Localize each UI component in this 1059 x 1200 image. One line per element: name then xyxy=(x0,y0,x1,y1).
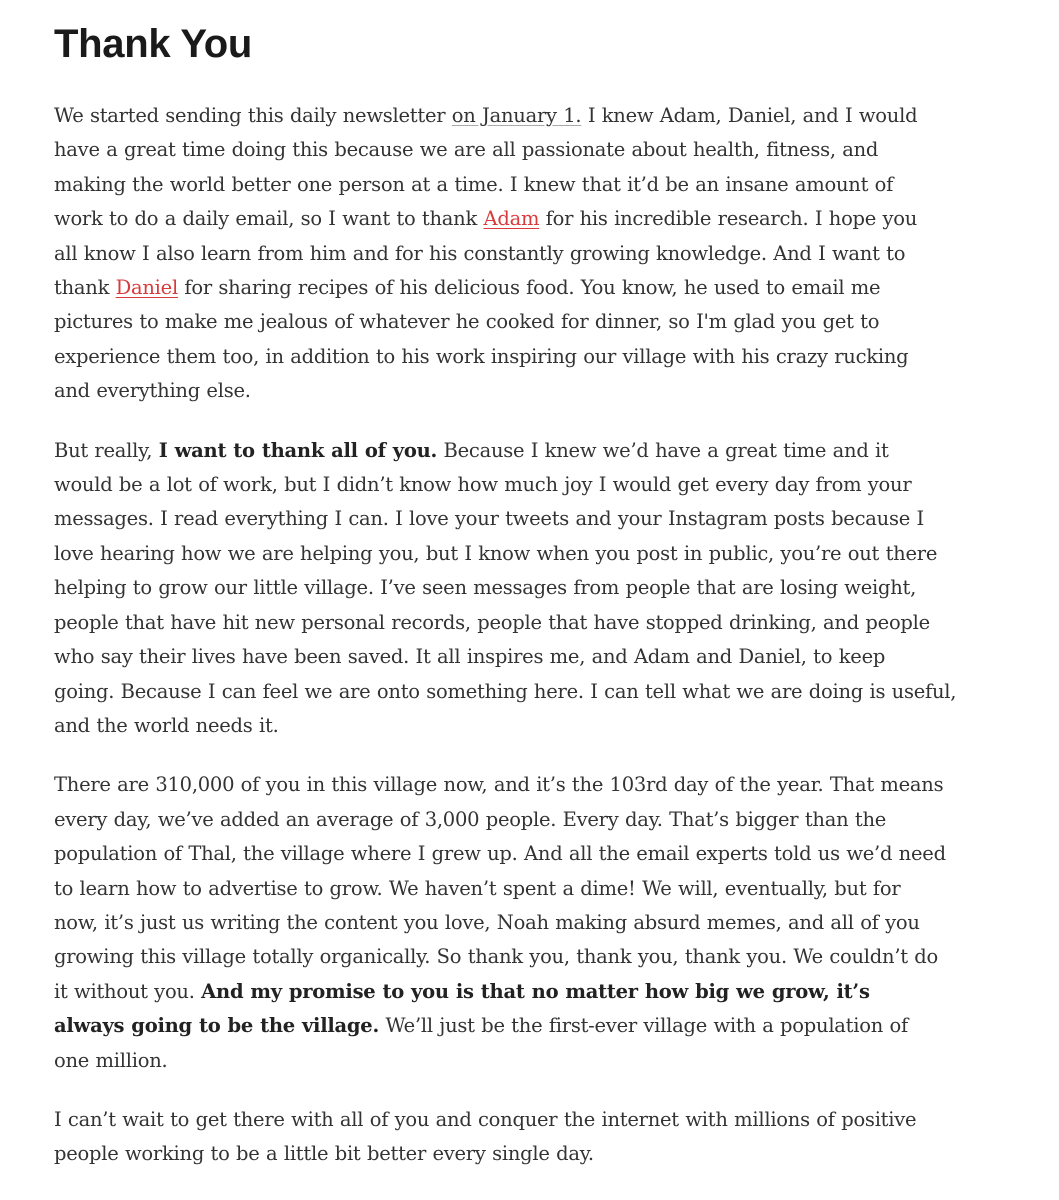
text-line: and everything else. xyxy=(54,379,251,403)
text-span: for his incredible research. I hope you xyxy=(539,207,918,231)
text-line: one million. xyxy=(54,1048,168,1072)
text-line: There are 310,000 of you in this village now, and it’s the 103rd day of the year. That means xyxy=(54,773,944,797)
text-line: have a great time doing this because we are all passionate about health, fitness, and xyxy=(54,138,879,162)
paragraph-closing xyxy=(54,1103,1014,1172)
text-span: We started sending this daily newsletter xyxy=(54,104,452,127)
adam-link[interactable]: Adam xyxy=(483,207,540,231)
text-line: making the world better one person at a time. I knew that it’d be an insane amount of xyxy=(54,172,894,196)
text-line: population of Thal, the village where I grew up. And all the email experts told us we’d need xyxy=(54,842,946,866)
text-line xyxy=(54,99,1014,133)
date-link[interactable]: on January 1. xyxy=(451,104,582,127)
text-line: pictures to make me jealous of whatever he cooked for dinner, so I'm glad you get to xyxy=(54,310,880,334)
text-span: for sharing recipes of his delicious food. You know, he used to email me xyxy=(177,276,881,300)
article-title: Thank You xyxy=(54,22,253,66)
text-span: work to do a daily email, so I want to thank xyxy=(54,207,484,231)
text-line: growing this village totally organically. So thank you, thank you, thank you. We couldn’t do xyxy=(54,945,939,969)
text-span: I knew Adam, Daniel, and I would xyxy=(581,104,918,127)
text-line xyxy=(54,1009,1014,1043)
text-line: experience them too, in addition to his work inspiring our village with his crazy rucking xyxy=(54,344,909,368)
text-line xyxy=(54,271,1014,305)
text-line xyxy=(54,434,1014,468)
text-line: people that have hit new personal records, people that have stopped drinking, and people xyxy=(54,610,930,634)
text-line xyxy=(54,975,1014,1009)
text-line: love hearing how we are helping you, but I know when you post in public, you’re out there xyxy=(54,541,938,565)
text-line: would be a lot of work, but I didn’t know how much joy I would get every day from your xyxy=(54,473,912,497)
text-line: all know I also learn from him and for his constantly growing knowledge. And I want to xyxy=(54,241,906,265)
bold-text: I want to thank all of you. xyxy=(158,438,438,462)
text-line: messages. I read everything I can. I love your tweets and your Instagram posts because I xyxy=(54,507,924,531)
daniel-link[interactable]: Daniel xyxy=(115,276,178,300)
text-span: We’ll just be the first-ever village with a population of xyxy=(379,1014,908,1038)
text-line: to learn how to advertise to grow. We haven’t spent a dime! We will, eventually, but for xyxy=(54,876,901,900)
text-line: going. Because I can feel we are onto something here. I can tell what we are doing is useful, xyxy=(54,679,957,703)
text-line: who say their lives have been saved. It all inspires me, and Adam and Daniel, to keep xyxy=(54,645,886,669)
text-line: people working to be a little bit better every single day. xyxy=(54,1142,594,1166)
text-line: helping to grow our little village. I’ve seen messages from people that are losing weight, xyxy=(54,576,917,600)
bold-text: And my promise to you is that no matter how big we grow, it’s xyxy=(201,979,870,1003)
text-line xyxy=(54,202,1014,236)
paragraph-thanks xyxy=(54,434,1014,744)
text-line: now, it’s just us writing the content you love, Noah making absurd memes, and all of you xyxy=(54,910,920,934)
text-span: Because I knew we’d have a great time and it xyxy=(437,438,889,462)
text-span: thank xyxy=(54,276,116,300)
text-line: and the world needs it. xyxy=(54,713,279,737)
paragraph-village xyxy=(54,768,1014,1078)
text-span: it without you. xyxy=(54,979,202,1003)
text-span: But really, xyxy=(54,438,159,462)
text-line: every day, we’ve added an average of 3,000 people. Every day. That’s bigger than the xyxy=(54,807,887,831)
bold-text: always going to be the village. xyxy=(54,1014,379,1038)
paragraph-intro xyxy=(54,99,1014,409)
article xyxy=(54,0,1014,1172)
text-line: I can’t wait to get there with all of you and conquer the internet with millions of positive xyxy=(54,1107,917,1131)
